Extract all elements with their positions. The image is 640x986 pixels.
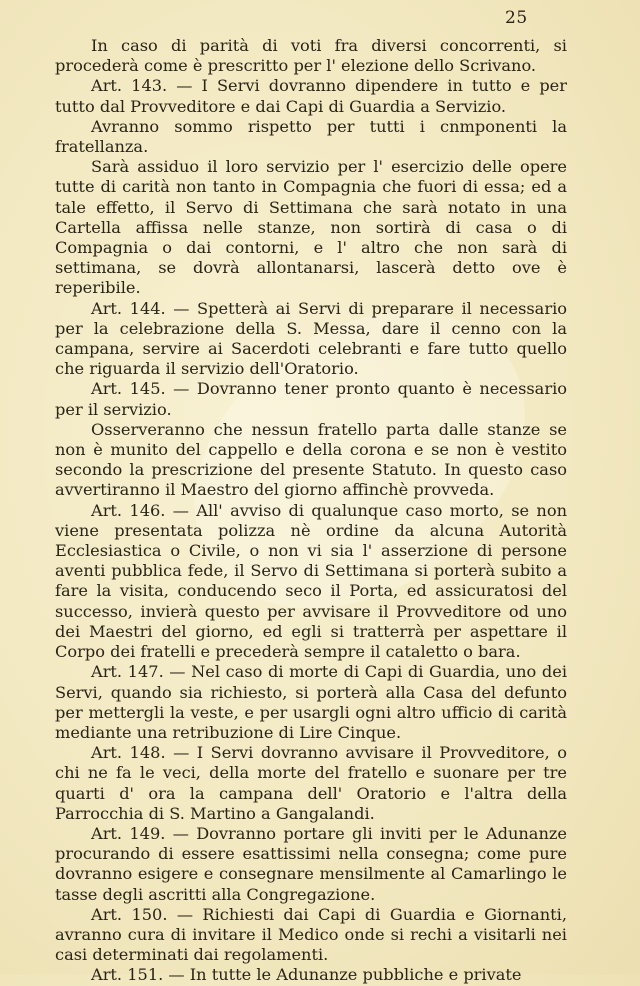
paragraph: In caso di parità di voti fra diversi concorrenti, si procederà come è prescritto per l' elezione dello Scrivano.	[55, 36, 567, 76]
body-text	[55, 36, 567, 986]
paragraph-art-147: Art. 147. — Nel caso di morte di Capi di Guardia, uno dei Servi, quando sia richiesto, si porterà alla Casa del defunto per mettergli la veste, e per usargli ogni altro ufficio di carità mediante una retribuzione di Lire Cinque.	[55, 662, 567, 742]
paragraph-art-150: Art. 150. — Richiesti dai Capi di Guardia e Giornanti, avranno cura di invitare il Medico onde si rechi a visitarli nei casi determinati dai regolamenti.	[55, 904, 567, 965]
paragraph-art-149: Art. 149. — Dovranno portare gli inviti per le Adunanze procurando di essere esattissimi nella consegna; come pure dovranno esigere e consegnare mensilmente al Camarlingo le tasse degli ascritti alla Congregazione.	[55, 823, 567, 904]
paragraph-art-144: Art. 144. — Spetterà ai Servi di preparare il necessario per la celebrazione della S. Messa, dare il cenno con la campana, servire ai Sacerdoti celebranti e fare tutto quello che riguarda il servizio dell'Oratorio.	[55, 298, 567, 379]
paragraph-art-151: Art. 151. — In tutte le Adunanze pubbliche e private	[91, 965, 522, 985]
paragraph-art-143: Art. 143. — I Servi dovranno dipendere in tutto e per tutto dal Provveditore e dai Capi di Guardia a Servizio.	[55, 76, 567, 116]
paragraph-art-145: Art. 145. — Dovranno tener pronto quanto è necessario per il servizio.	[55, 379, 567, 419]
paragraph: Osserveranno che nessun fratello parta dalle stanze se non è munito del cappello e della corona e se non è vestito secondo la prescrizione del presente Statuto. In questo caso avvertiranno il Maestro del giorno affinchè provveda.	[55, 419, 567, 500]
paragraph: Avranno sommo rispetto per tutti i cnmponenti la fratellanza.	[55, 116, 567, 157]
paragraph-art-148: Art. 148. — I Servi dovranno avvisare il Provveditore, o chi ne fa le veci, della morte del fratello e suonare per tre quarti d' ora la campana dell' Oratorio e l'altra della Parrocchia di S. Martino a Gangalandi.	[55, 743, 567, 823]
paragraph: Sarà assiduo il loro servizio per l' esercizio delle opere tutte di carità non tanto in Compagnia che fuori di essa; ed a tale effetto, il Servo di Settimana che sarà notato in una Cartella affissa nelle stanze, non sortirà di casa o di Compagnia o dai contorni, e l' altro che non sarà di settimana, se dovrà allontanarsi, lascerà detto ove è reperibile.	[55, 157, 567, 298]
paragraph-art-146: Art. 146. — All' avviso di qualunque caso morto, se non viene presentata polizza nè ordine da alcuna Autorità Ecclesiastica o Civile, o non vi sia l' asserzione di persone aventi pubblica fede, il Servo di Settimana si porterà subito a fare la visita, conducendo seco il Porta, ed assicuratosi del successo, invierà questo per avvisare il Provveditore od uno dei Maestri del giorno, ed egli si tratterrà per aspettare il Corpo dei fratelli e precederà sempre il cataletto o bara.	[55, 500, 567, 662]
page-number: 25	[505, 8, 528, 28]
